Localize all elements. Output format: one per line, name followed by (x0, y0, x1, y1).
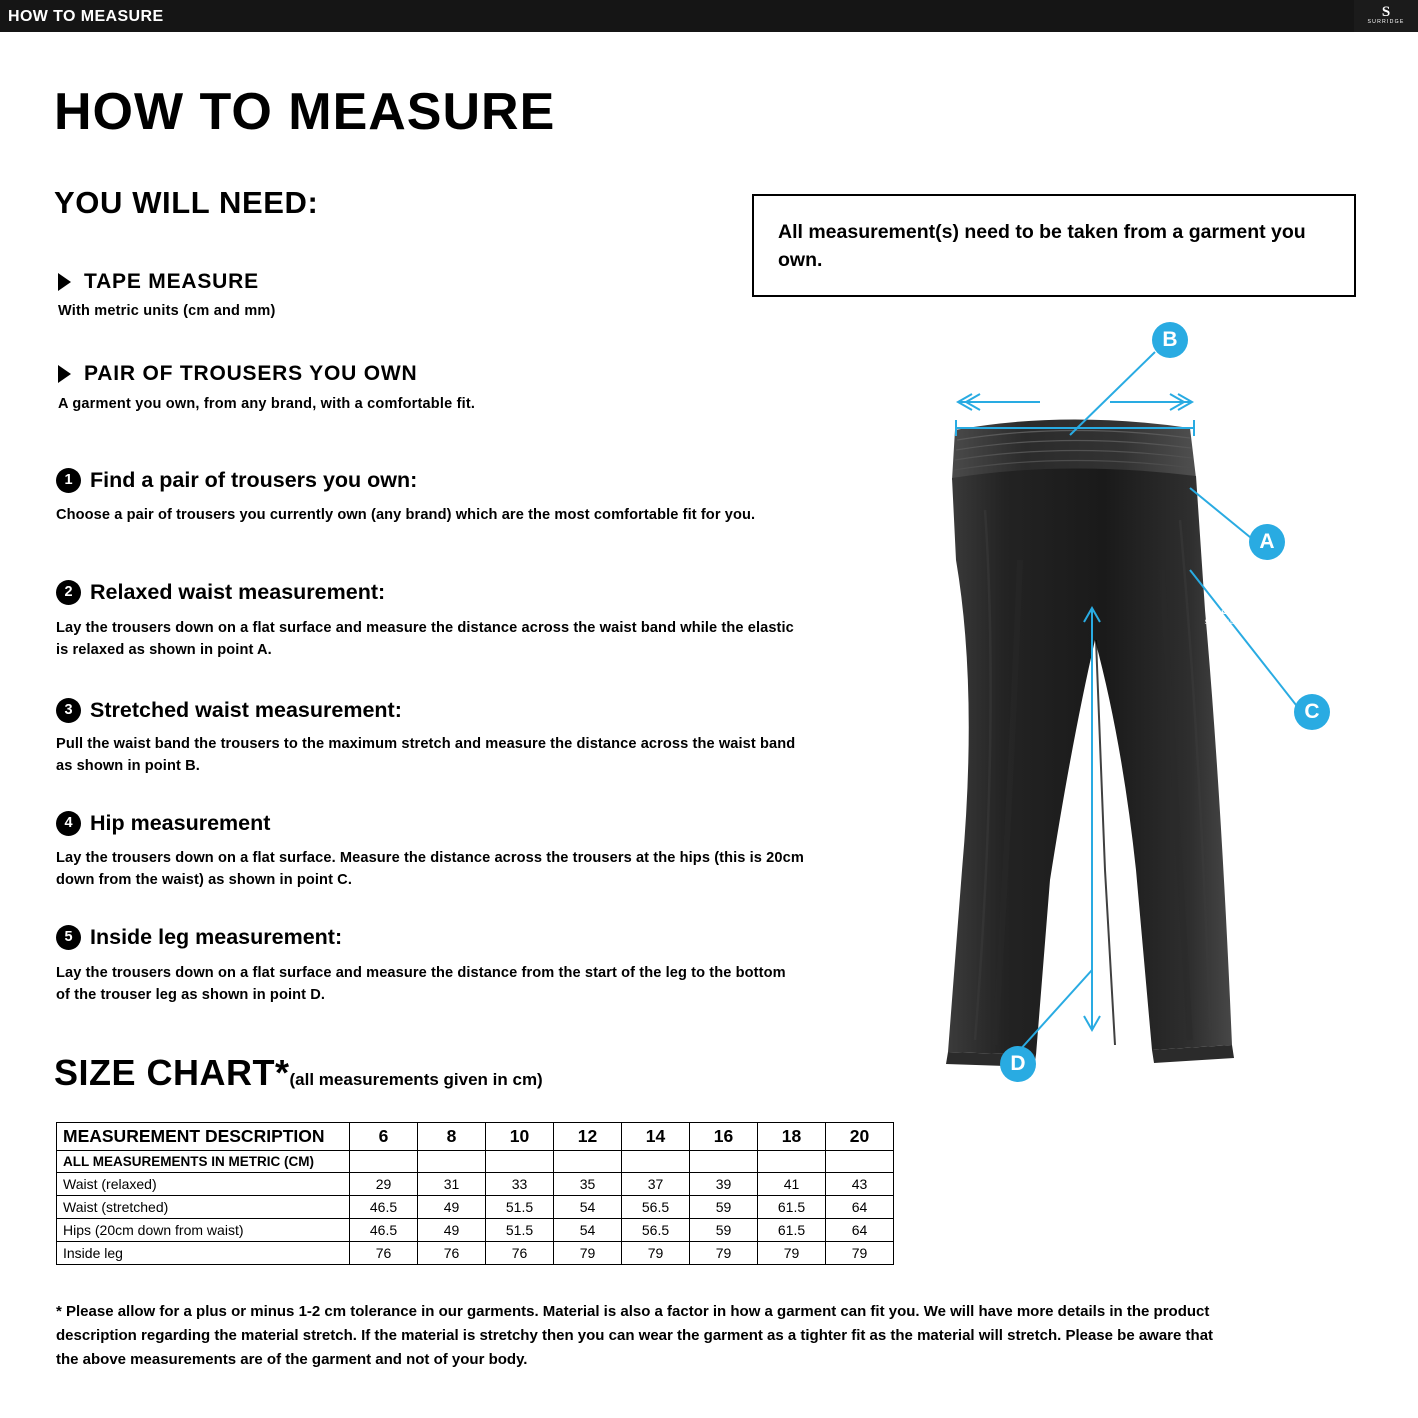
step-3-body: Pull the waist band the trousers to the maximum stretch and measure the distance across the waist band as shown in point B. (56, 736, 796, 774)
cell: 59 (690, 1219, 758, 1242)
cell: 61.5 (758, 1219, 826, 1242)
table-header-row (57, 1123, 894, 1151)
row-label: Waist (relaxed) (57, 1173, 350, 1196)
need-item-tape-measure (58, 270, 259, 294)
step-4 (56, 811, 270, 836)
cell: 79 (826, 1242, 894, 1265)
cell: 46.5 (350, 1219, 418, 1242)
need-title: PAIR OF TROUSERS YOU OWN (84, 362, 418, 385)
cell: 54 (554, 1219, 622, 1242)
callout-d: D (1000, 1046, 1036, 1082)
brand-logo (1354, 0, 1418, 32)
top-bar-title: HOW TO MEASURE (8, 8, 164, 25)
brand-logo-name: SURRIDGE (1367, 19, 1405, 25)
row-label: Inside leg (57, 1242, 350, 1265)
step-5-body: Lay the trousers down on a flat surface and measure the distance from the start of the leg to the bottom of the trouser leg as shown in point D. (56, 965, 786, 1003)
need-title: TAPE MEASURE (84, 270, 259, 293)
size-chart-heading (54, 1052, 543, 1094)
need-subtitle: A garment you own, from any brand, with a comfortable fit. (58, 396, 476, 412)
step-number: 4 (56, 811, 81, 836)
cell: 64 (826, 1219, 894, 1242)
cell: 59 (690, 1196, 758, 1219)
cell: 79 (554, 1242, 622, 1265)
column-header-size-16: 16 (690, 1123, 758, 1151)
step-title: Relaxed waist measurement: (90, 580, 386, 604)
garment-logo (1196, 600, 1256, 627)
step-4-body: Lay the trousers down on a flat surface. Measure the distance across the trousers at the hips (this is 20cm down from the waist) as shown in point C. (56, 850, 804, 888)
table-row (57, 1173, 894, 1196)
table-row (57, 1219, 894, 1242)
cell: 29 (350, 1173, 418, 1196)
size-chart-subtitle: (all measurements given in cm) (289, 1070, 543, 1089)
row-label: Waist (stretched) (57, 1196, 350, 1219)
cell: 76 (350, 1242, 418, 1265)
need-subtitle: With metric units (cm and mm) (58, 303, 276, 319)
size-chart-asterisk: * (275, 1052, 290, 1093)
table-row (57, 1151, 894, 1173)
page-title: HOW TO MEASURE (54, 83, 556, 141)
column-header-size-6: 6 (350, 1123, 418, 1151)
step-number: 3 (56, 698, 81, 723)
cell: 79 (758, 1242, 826, 1265)
cell: 76 (486, 1242, 554, 1265)
cell (486, 1151, 554, 1173)
cell (758, 1151, 826, 1173)
cell: 76 (418, 1242, 486, 1265)
step-1 (56, 468, 417, 493)
cell: 61.5 (758, 1196, 826, 1219)
cell: 33 (486, 1173, 554, 1196)
garment-logo-name: SURRIDGE (1204, 619, 1248, 626)
table-row (57, 1196, 894, 1219)
row-label: Hips (20cm down from waist) (57, 1219, 350, 1242)
need-item-trousers (58, 362, 417, 386)
triangle-bullet-icon (58, 273, 71, 291)
column-header-size-20: 20 (826, 1123, 894, 1151)
cell: 43 (826, 1173, 894, 1196)
cell: 37 (622, 1173, 690, 1196)
brand-logo-letter: S (1381, 4, 1391, 20)
callout-b: B (1152, 322, 1188, 358)
step-2-body: Lay the trousers down on a flat surface and measure the distance across the waist band while the elastic is relaxed as shown in point A. (56, 620, 794, 658)
footnote: * Please allow for a plus or minus 1-2 cm tolerance in our garments. Material is also a factor in how a garment can fit you. We will have more details in the product description regarding the material stretch. If the material is stretchy then you can wear the garment as a tighter fit as the material will stretch. Please be aware that the above measurements are of the garment and not of your body. (56, 1303, 1214, 1368)
cell: 35 (554, 1173, 622, 1196)
top-bar (0, 0, 1418, 32)
cell (418, 1151, 486, 1173)
cell (690, 1151, 758, 1173)
triangle-bullet-icon (58, 365, 71, 383)
garment-logo-letter: S (1220, 598, 1232, 619)
cell: 54 (554, 1196, 622, 1219)
step-title: Find a pair of trousers you own: (90, 468, 418, 492)
cell (826, 1151, 894, 1173)
size-chart-table (56, 1122, 894, 1265)
cell: 31 (418, 1173, 486, 1196)
cell: 46.5 (350, 1196, 418, 1219)
measurement-notice: All measurement(s) need to be taken from a garment you own. (752, 194, 1356, 297)
cell: 39 (690, 1173, 758, 1196)
column-header-size-18: 18 (758, 1123, 826, 1151)
callout-c: C (1294, 694, 1330, 730)
cell: 51.5 (486, 1196, 554, 1219)
column-header-size-8: 8 (418, 1123, 486, 1151)
column-header-size-10: 10 (486, 1123, 554, 1151)
cell: 56.5 (622, 1219, 690, 1242)
size-chart-title: SIZE CHART (54, 1052, 275, 1093)
step-number: 5 (56, 925, 81, 950)
column-header-size-14: 14 (622, 1123, 690, 1151)
column-header-size-12: 12 (554, 1123, 622, 1151)
row-label: ALL MEASUREMENTS IN METRIC (CM) (57, 1151, 350, 1173)
cell: 64 (826, 1196, 894, 1219)
cell: 41 (758, 1173, 826, 1196)
cell: 49 (418, 1219, 486, 1242)
you-will-need-heading: YOU WILL NEED: (54, 185, 319, 220)
step-number: 1 (56, 468, 81, 493)
cell: 79 (622, 1242, 690, 1265)
step-title: Inside leg measurement: (90, 925, 343, 949)
cell (554, 1151, 622, 1173)
step-title: Hip measurement (90, 811, 271, 835)
cell: 79 (690, 1242, 758, 1265)
step-3 (56, 698, 402, 723)
step-5 (56, 925, 342, 950)
step-number: 2 (56, 580, 81, 605)
trouser-body (946, 468, 1234, 1067)
cell: 49 (418, 1196, 486, 1219)
cell: 56.5 (622, 1196, 690, 1219)
callout-a: A (1249, 524, 1285, 560)
cell (350, 1151, 418, 1173)
table-row (57, 1242, 894, 1265)
step-title: Stretched waist measurement: (90, 698, 402, 722)
cell: 51.5 (486, 1219, 554, 1242)
cell (622, 1151, 690, 1173)
step-1-body: Choose a pair of trousers you currently own (any brand) which are the most comfortable fit for you. (56, 507, 756, 523)
column-header-description: MEASUREMENT DESCRIPTION (57, 1123, 350, 1151)
step-2 (56, 580, 385, 605)
